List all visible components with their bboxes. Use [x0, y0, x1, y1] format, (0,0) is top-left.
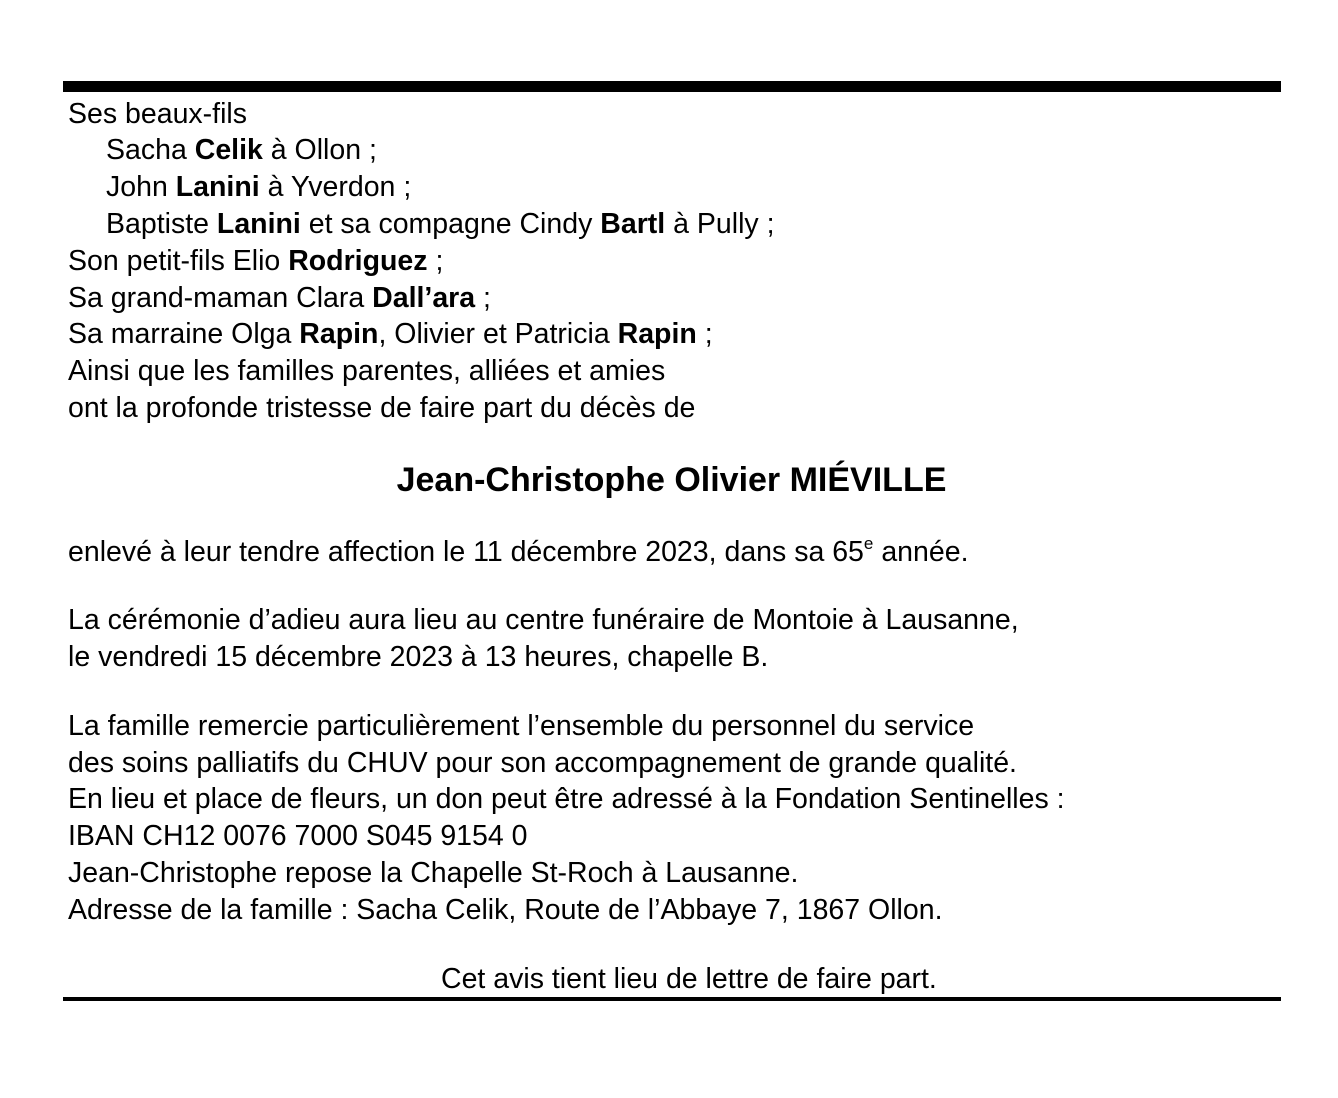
- line-rest: à Yverdon ;: [267, 171, 412, 203]
- closing-note: Cet avis tient lieu de lettre de faire part.: [441, 963, 937, 995]
- donation-line: En lieu et place de fleurs, un don peut être adressé à la Fondation Sentinelles :: [68, 783, 1065, 815]
- grandson-line: [68, 243, 443, 279]
- last-name: Celik: [194, 134, 263, 166]
- line-rest: à Ollon ;: [270, 134, 377, 166]
- announce-line: [68, 390, 695, 426]
- line-rest: à Pully ;: [673, 208, 775, 240]
- iban-line: IBAN CH12 0076 7000 S045 9154 0: [68, 820, 528, 852]
- last-name: Rodriguez: [288, 245, 428, 277]
- bottom-rule: [63, 997, 1281, 1001]
- ordinal-superscript: e: [863, 534, 874, 553]
- last-name: Rapin: [299, 318, 379, 350]
- ceremony-line: La cérémonie d’adieu aura lieu au centre funéraire de Montoie à Lausanne,: [68, 604, 1019, 636]
- line-prefix: Son petit-fils Elio: [68, 245, 281, 277]
- thanks-line: La famille remercie particulièrement l’ensemble du personnel du service: [68, 710, 975, 742]
- families-text: Ainsi que les familles parentes, alliées et amies: [68, 355, 666, 387]
- line-rest: ;: [435, 245, 444, 277]
- last-name: Lanini: [216, 208, 301, 240]
- line-prefix: Sa grand-maman Clara: [68, 282, 365, 314]
- ceremony-line: le vendredi 15 décembre 2023 à 13 heures, chapelle B.: [68, 641, 769, 673]
- first-name: Baptiste: [106, 208, 209, 240]
- top-rule: [63, 81, 1281, 92]
- grandmother-line: [68, 280, 491, 316]
- death-end: année.: [881, 536, 969, 568]
- thanks-line: des soins palliatifs du CHUV pour son accompagnement de grande qualité.: [68, 747, 1017, 779]
- stepson-line: [106, 132, 377, 168]
- death-line: [68, 534, 968, 570]
- intro-line: [68, 96, 247, 132]
- line-rest: ;: [704, 318, 713, 350]
- line-mid: et sa compagne Cindy: [308, 208, 593, 240]
- announce-text: ont la profonde tristesse de faire part du décès de: [68, 392, 696, 424]
- line-mid: , Olivier et Patricia: [378, 318, 610, 350]
- stepson-line: [106, 206, 775, 242]
- death-text: enlevé à leur tendre affection le 11 décembre 2023, dans sa 65: [68, 536, 864, 568]
- last-name: Rapin: [617, 318, 697, 350]
- chapel-line: Jean-Christophe repose la Chapelle St-Roch à Lausanne.: [68, 857, 799, 889]
- family-address-line: Adresse de la famille : Sacha Celik, Route de l’Abbaye 7, 1867 Ollon.: [68, 894, 943, 926]
- godmother-line: [68, 316, 713, 352]
- first-name: John: [106, 171, 168, 203]
- families-line: [68, 353, 665, 389]
- stepson-line: [106, 169, 411, 205]
- deceased-name: Jean-Christophe Olivier MIÉVILLE: [396, 461, 947, 499]
- first-name: Sacha: [106, 134, 187, 166]
- line-prefix: Sa marraine Olga: [68, 318, 292, 350]
- last-name: Lanini: [175, 171, 260, 203]
- last-name: Bartl: [600, 208, 666, 240]
- intro-text: Ses beaux-fils: [68, 98, 248, 130]
- line-rest: ;: [483, 282, 491, 314]
- last-name: Dall’ara: [372, 282, 476, 314]
